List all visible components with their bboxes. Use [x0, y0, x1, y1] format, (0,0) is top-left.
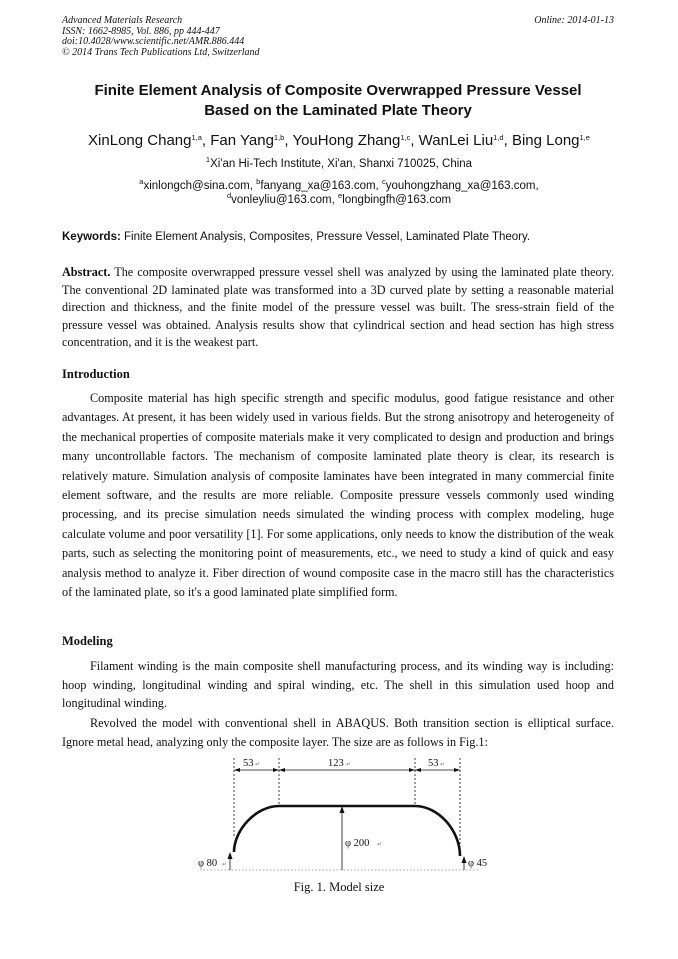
journal-header [62, 16, 260, 58]
dim-label-right: 53 [428, 758, 439, 769]
author: Fan Yang$^{1,b}$, [210, 132, 293, 149]
doi-line: doi:10.4028/www.scientific.net/AMR.886.444 [62, 36, 245, 47]
diameter-label-center: φ 200 [345, 838, 370, 849]
email: xinlongch@sina.com, [143, 180, 257, 192]
svg-text:↵: ↵ [440, 762, 446, 768]
svg-text:↵: ↵ [346, 762, 352, 768]
keywords-label: Keywords: [62, 231, 121, 243]
abstract-text: The composite overwrapped pressure vessel shell was analyzed by using the laminated plate theory. The conventional 2D laminated plate was transformed into a 3D curved plate by setting a reasonable material direction and thickness, and the finite model of the pressure vessel was built. The sress-strain field of the pressure vessel was obtained. Analysis results show that cylindrical section and head section has high stress concentration, and it is the weakest part. [62, 265, 614, 349]
modeling-paragraph-2: Revolved the model with conventional shell in ABAQUS. Both transition section is elliptical surface. Ignore metal head, analyzing only the composite layer. The size are as follows in Fig.1: [62, 716, 614, 749]
keywords-text: Finite Element Analysis, Composites, Pressure Vessel, Laminated Plate Theory. [120, 231, 531, 243]
issn-line: ISSN: 1662-8985, Vol. 886, pp 444-447 [62, 25, 220, 37]
introduction-paragraph: Composite material has high specific strength and specific modulus, good fatigue resistance and other advantages. At present, it has been widely used in various fields. But the strong anisotropy and heterogeneity of the mechanical properties of composite materials make it very complicated to design and production and brings many uncontrollable factors. The mechanism of composite laminated plate theory is clear, its research is relatively mature. Simulation analysis of composite laminates have been integrated in many commercial finite element software, and the results are more reliable. Composite pressure vessels commonly used winding processing, and its precise simulation needs simulated the winding process with complex modeling, huge calculate volume and poor versatility [1]. For some applications, only needs to know the distribution of the weak parts, such as selecting the monitoring point of measurements, etc., we need to study a kind of quick and easy analysis method to analyze it. Fiber direction of wound composite case in the macro still has the characteristics of the laminated plate, so it's a good laminated plate simplified form. [62, 391, 614, 600]
figure-caption: Fig. 1. Model size [293, 880, 385, 894]
online-date: Online: 2014-01-13 [534, 15, 614, 26]
dim-label-center: 123 [328, 758, 344, 769]
diameter-label-right: φ 45 [468, 858, 488, 869]
email-line-1: $^a$xinlongch@sina.com, $^b$fanyang_xa@163.com, $^c$youhongzhang_xa@163.com, [139, 177, 539, 192]
introduction-heading: Introduction [62, 367, 130, 381]
affiliation: $^1$Xi'an Hi-Tech Institute, Xi'an, Shanxi 710025, China [205, 155, 473, 170]
email: vonleyliu@163.com, [231, 194, 339, 206]
title-line-2: Based on the Laminated Plate Theory [204, 102, 472, 119]
author: XinLong Chang$^{1,a}$, [88, 132, 211, 149]
model-size-figure [190, 752, 490, 878]
svg-text:↵: ↵ [377, 842, 383, 848]
abstract-label: Abstract. [62, 265, 111, 279]
modeling-paragraph-1: Filament winding is the main composite shell manufacturing process, and its winding way is including: hoop winding, longitudinal winding and spiral winding, etc. The shell in this simulation used hoop and longitudinal winding. [62, 659, 614, 710]
title-line-1: Finite Element Analysis of Composite Overwrapped Pressure Vessel [94, 82, 582, 99]
author: WanLei Liu$^{1,d}$, [418, 132, 512, 149]
author: YouHong Zhang$^{1,c}$, [292, 132, 419, 149]
modeling-heading: Modeling [62, 634, 113, 648]
keywords [62, 230, 618, 244]
dimension-lines [234, 758, 460, 850]
paper-title [60, 81, 616, 121]
email-line-2: $^d$vonleyliu@163.com, $^e$longbingfh@163.com [226, 191, 452, 206]
email: longbingfh@163.com [342, 194, 452, 206]
diameter-label-left: φ 80 [198, 858, 218, 869]
svg-text:↵: ↵ [222, 862, 228, 868]
journal-name: Advanced Materials Research [62, 15, 183, 26]
email: youhongzhang_xa@163.com, [385, 180, 539, 192]
author-list [40, 132, 638, 150]
svg-text:↵: ↵ [255, 762, 261, 768]
copyright-line: © 2014 Trans Tech Publications Ltd, Switzerland [62, 46, 260, 58]
author: Bing Long$^{1,e}$ [511, 132, 590, 149]
dim-label-left: 53 [243, 758, 254, 769]
abstract [62, 264, 614, 352]
email: fanyang_xa@163.com, [260, 180, 382, 192]
